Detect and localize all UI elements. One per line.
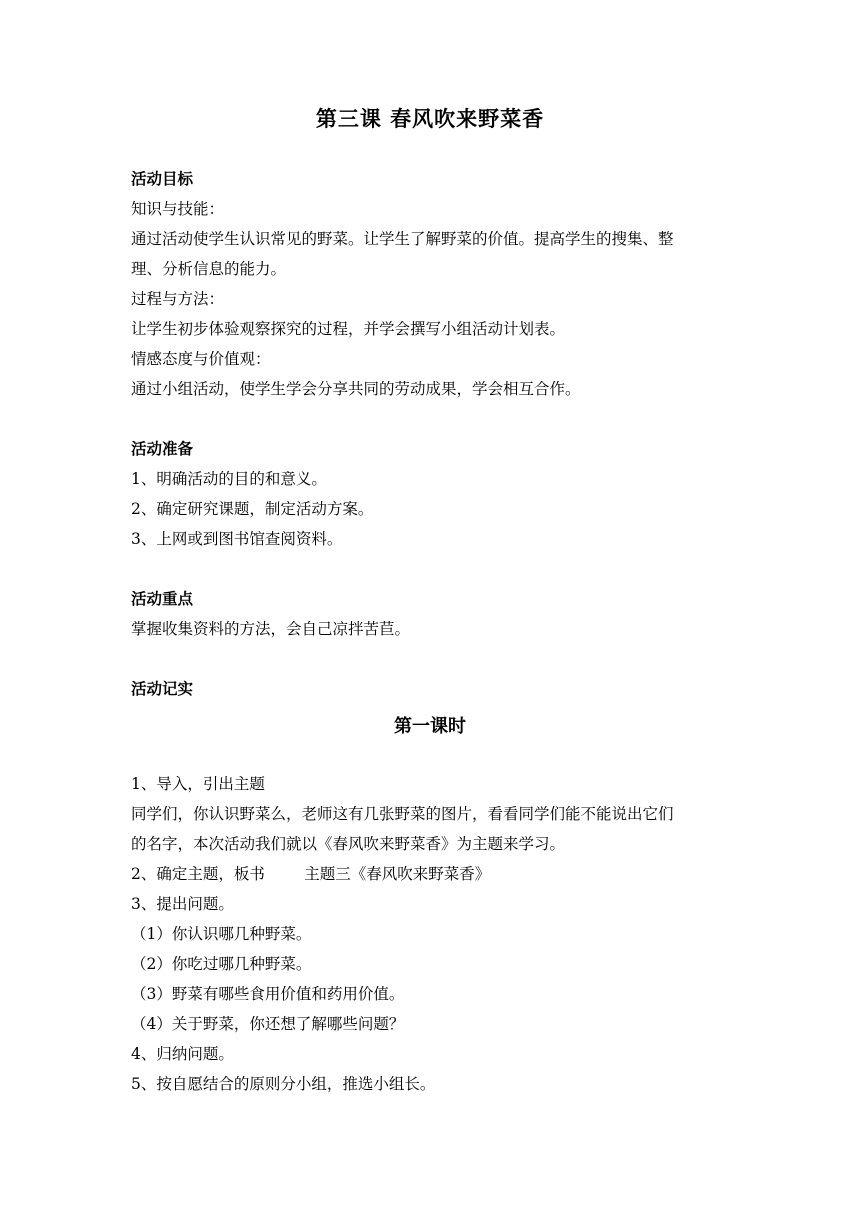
lesson-body xyxy=(131,769,736,1099)
spacer xyxy=(131,644,736,674)
emotion-text: 通过小组活动，使学生学会分享共同的劳动成果，学会相互合作。 xyxy=(131,380,581,398)
lesson-line: 1、导入，引出主题 xyxy=(131,775,265,793)
lesson-line: 的名字，本次活动我们就以《春风吹来野菜香》为主题来学习。 xyxy=(131,835,566,853)
prep-item: 2、确定研究课题，制定活动方案。 xyxy=(131,500,374,518)
knowledge-label: 知识与技能： xyxy=(131,200,225,218)
lesson-title: 第一课时 xyxy=(394,716,466,737)
focus-heading: 活动重点 xyxy=(131,589,194,608)
lesson-line: （4）关于野菜，你还想了解哪些问题？ xyxy=(131,1015,405,1033)
prep-item: 1、明确活动的目的和意义。 xyxy=(131,470,327,488)
lesson-line: （3）野菜有哪些食用价值和药用价值。 xyxy=(131,985,405,1003)
focus-text: 掌握收集资料的方法，会自己凉拌苦苣。 xyxy=(131,620,411,638)
lesson-line: （2）你吃过哪几种野菜。 xyxy=(131,955,312,973)
document-title: 第三课 春风吹来野菜香 xyxy=(315,106,545,131)
goals-heading: 活动目标 xyxy=(131,169,194,188)
lesson-line: 5、按自愿结合的原则分小组，推选小组长。 xyxy=(131,1075,436,1093)
emotion-label: 情感态度与价值观： xyxy=(131,350,271,368)
lesson-line: 4、归纳问题。 xyxy=(131,1045,234,1063)
lesson-line: 3、提出问题。 xyxy=(131,895,234,913)
knowledge-text-1: 通过活动使学生认识常见的野菜。让学生了解野菜的价值。提高学生的搜集、整 xyxy=(131,230,674,248)
process-label: 过程与方法： xyxy=(131,290,225,308)
spacer xyxy=(131,554,736,584)
knowledge-text-2: 理、分析信息的能力。 xyxy=(131,260,287,278)
process-text: 让学生初步体验观察探究的过程，并学会撰写小组活动计划表。 xyxy=(131,320,566,338)
lesson-line: 同学们，你认识野菜么，老师这有几张野菜的图片，看看同学们能不能说出它们 xyxy=(131,805,674,823)
lesson-line: （1）你认识哪几种野菜。 xyxy=(131,925,312,943)
lesson-line: 2、确定主题，板书 主题三《春风吹来野菜香》 xyxy=(131,865,491,883)
spacer xyxy=(131,404,736,434)
document-body xyxy=(131,164,736,704)
prep-heading: 活动准备 xyxy=(131,439,194,458)
record-heading: 活动记实 xyxy=(131,679,194,698)
prep-item: 3、上网或到图书馆查阅资料。 xyxy=(131,530,343,548)
